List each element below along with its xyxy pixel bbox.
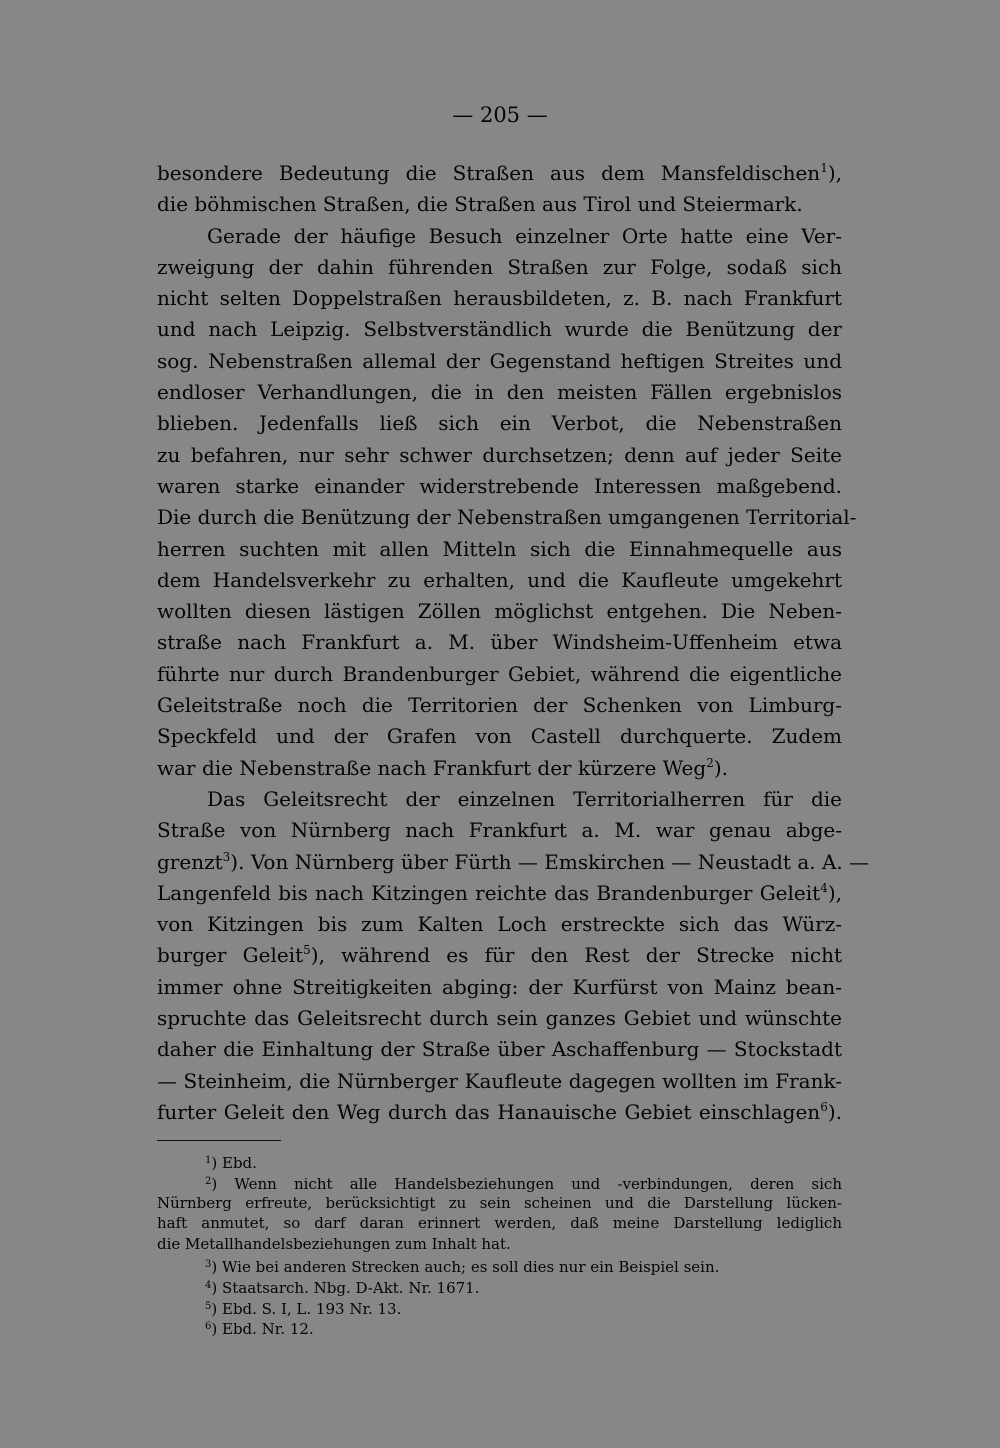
footnote-line	[157, 1151, 842, 1172]
text-line	[157, 940, 842, 971]
text-line-content: burger Geleit	[157, 943, 304, 968]
text-line	[157, 1097, 842, 1128]
text-line	[157, 909, 842, 940]
footnote-text: ) Ebd. S. I, L. 193 Nr. 13.	[211, 1299, 402, 1318]
text-line-content: nicht selten Doppelstraßen herausbildeten, z. B. nach Frankfurt	[157, 286, 842, 311]
text-line-tail: ),	[827, 880, 842, 905]
footnote-text: ) Wie bei anderen Strecken auch; es soll dies nur ein Beispiel sein.	[211, 1257, 720, 1276]
text-line-content: sog. Nebenstraßen allemal der Gegenstand heftigen Streites und	[157, 348, 842, 373]
text-line-content: führte nur durch Brandenburger Gebiet, während die eigentliche	[157, 661, 842, 686]
text-line-tail: ).	[713, 755, 729, 780]
text-line-content: Die durch die Benützung der Nebenstraßen umgangenen Territorial-	[157, 505, 857, 530]
text-line	[157, 346, 842, 377]
text-line-content: Geleitstraße noch die Territorien der Schenken von Limburg-	[157, 693, 842, 718]
text-line-tail: ),	[827, 161, 842, 185]
footnote-text: die Metallhandelsbeziehungen zum Inhalt hat.	[157, 1235, 511, 1254]
footnote-number: 3	[205, 1258, 212, 1270]
text-line	[157, 440, 842, 471]
text-line-content: — Steinheim, die Nürnberger Kaufleute dagegen wollten im Frank-	[157, 1068, 842, 1093]
text-line-tail: ).	[827, 1099, 842, 1124]
text-line	[157, 158, 842, 189]
text-line	[157, 502, 857, 533]
footnote-text: haft anmutet, so darf daran erinnert werden, daß meine Darstellung lediglich	[157, 1214, 842, 1233]
footnote-line	[157, 1213, 842, 1234]
text-line	[157, 784, 842, 815]
footnote-line	[157, 1297, 842, 1318]
text-line-content: dem Handelsverkehr zu erhalten, und die Kaufleute umgekehrt	[157, 567, 842, 592]
footnote-number: 4	[205, 1279, 212, 1291]
body-text	[157, 158, 870, 1128]
footnote-reference: 4	[820, 880, 828, 895]
text-line	[157, 690, 842, 721]
text-line-tail: ), während es für den Rest der Strecke nicht	[310, 943, 843, 968]
text-line	[157, 314, 842, 345]
text-line-content: zweigung der dahin führenden Straßen zur Folge, sodaß sich	[157, 254, 842, 279]
text-line	[157, 252, 842, 283]
text-line	[157, 408, 842, 439]
text-line	[157, 283, 842, 314]
page-number: — 205 —	[452, 103, 548, 127]
footnote-number: 1	[205, 1155, 212, 1166]
footnote-number: 6	[205, 1321, 212, 1333]
text-line-content: blieben. Jedenfalls ließ sich ein Verbot, die Nebenstraßen	[157, 411, 842, 436]
footnote-line	[157, 1317, 842, 1338]
text-line	[157, 565, 842, 596]
footnote-text: ) Wenn nicht alle Handelsbeziehungen und -verbindungen, deren sich	[211, 1174, 842, 1193]
text-line	[157, 1066, 842, 1097]
text-line-content: die böhmischen Straßen, die Straßen aus Tirol und Steiermark.	[157, 192, 803, 217]
text-line	[157, 972, 842, 1003]
footnote-number: 5	[205, 1300, 212, 1312]
text-line-content: waren starke einander widerstrebende Interessen maßgebend.	[157, 473, 842, 498]
text-line	[157, 221, 842, 252]
text-line-content: Das Geleitsrecht der einzelnen Territorialherren für die	[207, 786, 842, 811]
footnote-line	[157, 1234, 842, 1255]
footnote-line	[157, 1255, 842, 1276]
text-line-content: besondere Bedeutung die Straßen aus dem Mansfeldischen	[157, 161, 821, 185]
footnote-text: ) Ebd.	[211, 1154, 257, 1172]
footnote-text: ) Ebd. Nr. 12.	[211, 1320, 314, 1339]
text-line-content: von Kitzingen bis zum Kalten Loch erstreckte sich das Würz-	[157, 912, 842, 937]
footnote-reference: 5	[303, 943, 311, 958]
footnote-text: ) Staatsarch. Nbg. D-Akt. Nr. 1671.	[211, 1278, 480, 1297]
text-line	[157, 596, 842, 627]
footnotes	[157, 1151, 842, 1338]
text-line-content: Gerade der häufige Besuch einzelner Orte hatte eine Ver-	[207, 223, 842, 248]
footnote-reference: 6	[820, 1099, 828, 1114]
text-line-content: war die Nebenstraße nach Frankfurt der kürzere Weg	[157, 755, 707, 780]
text-line	[157, 189, 842, 220]
text-line-content: daher die Einhaltung der Straße über Aschaffenburg — Stockstadt	[157, 1037, 842, 1062]
footnote-reference: 2	[706, 755, 714, 770]
footnote-reference: 3	[222, 849, 231, 864]
text-line-content: straße nach Frankfurt a. M. über Windsheim-Uffenheim etwa	[157, 630, 842, 655]
text-line-content: Langenfeld bis nach Kitzingen reichte das Brandenburger Geleit	[157, 880, 821, 905]
text-line	[157, 815, 842, 846]
footnote-line	[157, 1193, 842, 1214]
text-line-content: spruchte das Geleitsrecht durch sein ganzes Gebiet und wünschte	[157, 1006, 842, 1031]
text-line-tail: ). Von Nürnberg über Fürth — Emskirchen — Neustadt a. A. —	[230, 849, 870, 874]
text-line	[157, 721, 842, 752]
footnote-line	[157, 1276, 842, 1297]
footnote-reference: 1	[820, 161, 828, 175]
text-line-content: Straße von Nürnberg nach Frankfurt a. M. war genau abge-	[157, 818, 842, 843]
footnote-separator	[157, 1140, 281, 1141]
text-line	[157, 1003, 842, 1034]
text-line	[157, 534, 842, 565]
text-line	[157, 471, 842, 502]
text-line-content: zu befahren, nur sehr schwer durchsetzen; denn auf jeder Seite	[157, 442, 842, 467]
footnote-line	[157, 1172, 842, 1193]
text-line	[157, 878, 842, 909]
text-line	[157, 377, 842, 408]
text-line	[157, 1034, 842, 1065]
text-line-content: immer ohne Streitigkeiten abging: der Kurfürst von Mainz bean-	[157, 974, 842, 999]
text-line	[157, 753, 842, 784]
text-line-content: wollten diesen lästigen Zöllen möglichst entgehen. Die Neben-	[157, 599, 842, 624]
footnote-number: 2	[205, 1175, 212, 1187]
text-line-content: herren suchten mit allen Mitteln sich die Einnahmequelle aus	[157, 536, 842, 561]
text-line-content: endloser Verhandlungen, die in den meisten Fällen ergebnislos	[157, 380, 842, 405]
text-line-content: und nach Leipzig. Selbstverständlich wurde die Benützung der	[157, 317, 842, 342]
text-line-content: Speckfeld und der Grafen von Castell durchquerte. Zudem	[157, 724, 842, 749]
footnote-text: Nürnberg erfreute, berücksichtigt zu sein scheinen und die Darstellung lücken-	[157, 1193, 842, 1212]
text-line	[157, 627, 842, 658]
text-line-content: furter Geleit den Weg durch das Hanauische Gebiet einschlagen	[157, 1099, 821, 1124]
text-line	[157, 847, 870, 878]
text-line	[157, 659, 842, 690]
text-line-content: grenzt	[157, 849, 223, 874]
